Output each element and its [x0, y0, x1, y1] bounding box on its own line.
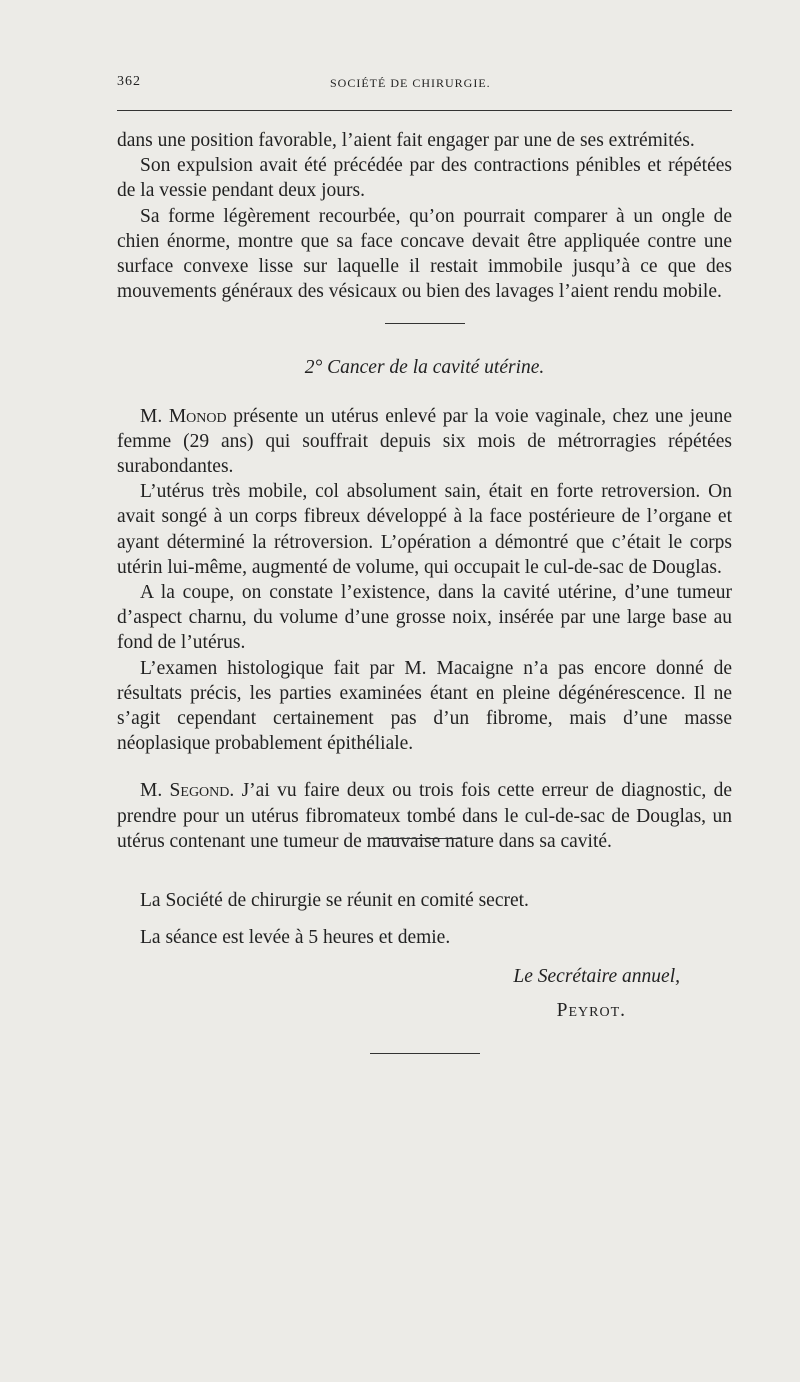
paragraph: L’examen histologique fait par M. Macaigne n’a pas encore donné de résultats précis, les parties examinées étant en pleine dégénérescence. Il ne s’agit cependant certainement pas d’un fibrome, mais d’une masse néoplasique probablement épithéliale.: [117, 657, 732, 755]
paragraph-segond: [117, 778, 732, 854]
speaker-text: . J’ai vu faire deux ou trois fois cette erreur de diagnostic, de prendre pour un utérus fibromateux tombé dans le cul-de-sac de Douglas, un utérus contenant une tumeur de mauvaise nature dans sa cavité.: [117, 780, 733, 852]
section-divider: [380, 838, 460, 839]
running-title: SOCIÉTÉ DE CHIRURGIE.: [330, 76, 491, 90]
paragraph: L’utérus très mobile, col absolument sain, était en forte retroversion. On avait songé à un corps fibreux développé à la face postérieure de l’organe et ayant déterminé la rétroversion. L’opération a démontré que c’était le corps utérin lui-même, augmenté de volume, qui occupait le cul-de-sac de Douglas.: [117, 481, 732, 578]
header-rule: [117, 110, 732, 111]
signature-title: Le Secrétaire annuel,: [513, 966, 680, 988]
paragraph: Sa forme légèrement recourbée, qu’on pourrait comparer à un ongle de chien énorme, montre que sa face concave devait être appliquée contre une surface convexe lisse sur laquelle il restait immobile jusqu’à ce que des mouvements généraux des vésicaux ou bien des lavages l’aient rendu mobile.: [117, 205, 732, 303]
speaker-name: Monod: [168, 405, 227, 427]
speaker-text: présente un utérus enlevé par la voie vaginale, chez une jeune femme (29 ans) qui souffrait depuis six mois de métrorragies répétées surabondantes.: [117, 405, 732, 478]
closing-line: La séance est levée à 5 heures et demie.: [140, 927, 451, 949]
page-body: [117, 128, 732, 1054]
speaker-prefix: M.: [140, 405, 169, 427]
speaker-name: Segond: [169, 780, 230, 802]
section-title: 2° Cancer de la cavité utérine.: [304, 357, 545, 379]
paragraph: Son expulsion avait été précédée par des contractions pénibles et répétées de la vessie pendant deux jours.: [117, 155, 732, 202]
closing-line: La Société de chirurgie se réunit en comité secret.: [140, 890, 529, 912]
page-header: [117, 74, 732, 100]
speaker-prefix: M.: [140, 780, 170, 802]
paragraph-continuation: dans une position favorable, l’aient fait engager par une de ses extrémités.: [117, 130, 695, 151]
page-number: 362: [117, 74, 141, 89]
paragraph: A la coupe, on constate l’existence, dans la cavité utérine, d’une tumeur d’aspect charnu, du volume d’une grosse noix, insérée par une large base au fond de l’utérus.: [117, 582, 732, 654]
paragraph-monod: [117, 404, 732, 480]
end-rule: [370, 1053, 480, 1054]
signature-name: Peyrot.: [556, 999, 626, 1021]
